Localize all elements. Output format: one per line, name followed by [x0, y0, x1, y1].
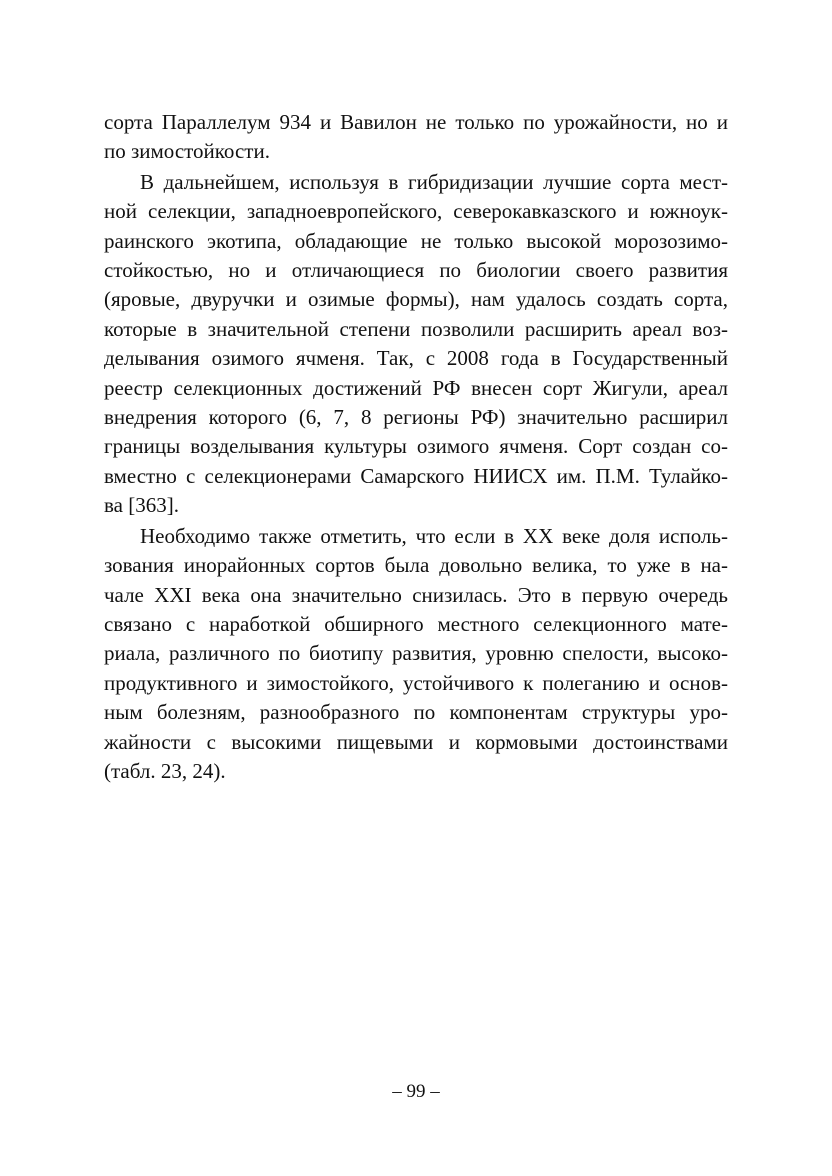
text-line: чале XXI века она значительно снизилась. Это в первую очередь: [104, 582, 728, 607]
text-line: по зимостойкости.: [104, 139, 270, 164]
text-line: (табл. 23, 24).: [104, 758, 226, 783]
text-line: зования инорайонных сортов была довольно велика, то уже в на-: [104, 553, 728, 578]
text-line: жайности с высокими пищевыми и кормовыми достоинствами: [104, 729, 728, 754]
text-line: стойкостью, но и отличающиеся по биологии своего развития: [104, 258, 728, 283]
paragraph-3: [104, 522, 728, 787]
page-number: – 99 –: [392, 1081, 440, 1102]
text-line: вместно с селекционерами Самарского НИИСХ им. П.М. Тулайко-: [104, 463, 728, 488]
text-line: внедрения которого (6, 7, 8 регионы РФ) значительно расширил: [104, 405, 728, 430]
text-line: продуктивного и зимостойкого, устойчивого к полеганию и основ-: [104, 670, 728, 695]
text-line: реестр селекционных достижений РФ внесен сорт Жигули, ареал: [104, 375, 728, 400]
text-line: ва [363].: [104, 493, 179, 518]
text-line: ным болезням, разнообразного по компонентам структуры уро-: [104, 700, 728, 725]
text-line: В дальнейшем, используя в гибридизации лучшие сорта мест-: [140, 169, 728, 194]
text-line: (яровые, двуручки и озимые формы), нам удалось создать сорта,: [104, 287, 728, 312]
page-body: [104, 108, 728, 786]
text-line: которые в значительной степени позволили расширить ареал воз-: [104, 316, 728, 341]
text-line: раинского экотипа, обладающие не только высокой морозозимо-: [104, 228, 728, 253]
text-line: связано с наработкой обширного местного селекционного мате-: [104, 611, 728, 636]
text-line: сорта Параллелум 934 и Вавилон не только по урожайности, но и: [104, 110, 728, 134]
text-line: делывания озимого ячменя. Так, с 2008 года в Государственный: [104, 346, 728, 371]
text-line: риала, различного по биотипу развития, уровню спелости, высоко-: [104, 641, 728, 666]
paragraph-1: [104, 108, 728, 167]
text-line: ной селекции, западноевропейского, северокавказского и южноук-: [104, 199, 728, 224]
text-line: Необходимо также отметить, что если в XX веке доля исполь-: [140, 523, 728, 548]
paragraph-2: [104, 168, 728, 521]
text-line: границы возделывания культуры озимого ячменя. Сорт создан со-: [104, 434, 728, 459]
